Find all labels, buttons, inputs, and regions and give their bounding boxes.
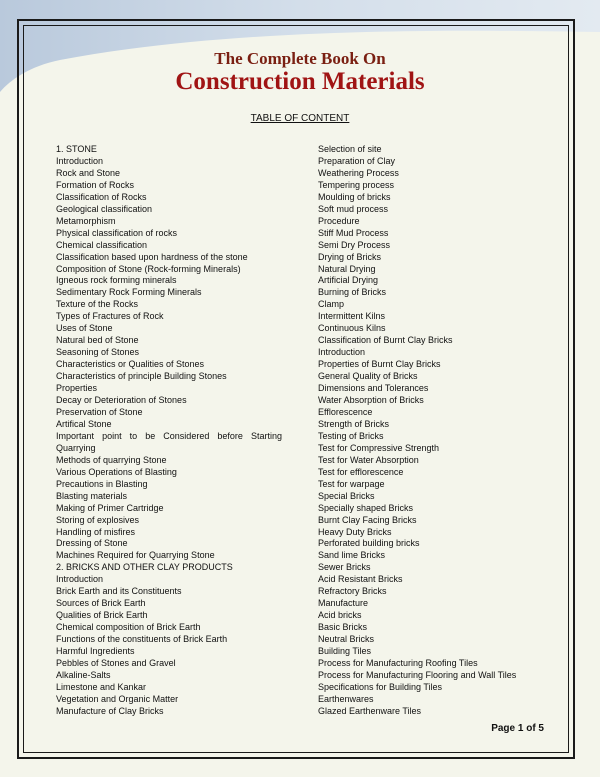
toc-entry: Characteristics or Qualities of Stones (56, 359, 205, 370)
toc-entry: Manufacture (318, 598, 369, 609)
toc-entry: Storing of explosives (56, 514, 140, 525)
toc-entry: Acid bricks (318, 610, 362, 621)
toc-entry: Basic Bricks (318, 622, 368, 633)
toc-entry: Testing of Bricks (318, 430, 384, 441)
toc-entry: Brick Earth and its Constituents (56, 586, 182, 597)
toc-entry: 2. BRICKS AND OTHER CLAY PRODUCTS (56, 562, 233, 573)
toc-entry: Intermittent Kilns (318, 311, 386, 322)
toc-entry: Test for Water Absorption (318, 454, 419, 465)
toc-entry: Quarrying (56, 442, 96, 453)
toc-entry: Precautions in Blasting (56, 478, 148, 489)
toc-entry: Glazed Earthenware Tiles (318, 705, 422, 716)
toc-entry: Artifical Stone (56, 418, 112, 429)
toc-entry: Metamorphism (56, 215, 116, 226)
toc-entry: Acid Resistant Bricks (318, 574, 403, 585)
toc-entry: Manufacture of Clay Bricks (56, 705, 164, 716)
toc-entry: Igneous rock forming minerals (56, 275, 177, 286)
toc-entry: Procedure (318, 215, 360, 226)
toc-entry: Natural bed of Stone (56, 335, 139, 346)
toc-entry: Limestone and Kankar (56, 681, 147, 692)
toc-entry: Weathering Process (318, 167, 399, 178)
toc-entry: Alkaline-Salts (56, 669, 111, 680)
toc-entry: Texture of the Rocks (56, 299, 139, 310)
toc-entry: Blasting materials (56, 490, 128, 501)
toc-entry: Methods of quarrying Stone (56, 454, 167, 465)
toc-entry: Composition of Stone (Rock-forming Minerals) (56, 263, 241, 274)
toc-entry: Qualities of Brick Earth (56, 610, 148, 621)
toc-entry: Seasoning of Stones (56, 347, 140, 358)
toc-entry: Process for Manufacturing Roofing Tiles (318, 657, 478, 668)
toc-entry: Soft mud process (318, 203, 389, 214)
toc-entry: Burnt Clay Facing Bricks (318, 514, 417, 525)
toc-entry: Natural Drying (318, 263, 376, 274)
toc-entry: Uses of Stone (56, 323, 113, 334)
toc-entry: Introduction (56, 155, 104, 166)
toc-entry: Properties (56, 383, 98, 394)
toc-entry: Special Bricks (318, 490, 375, 501)
toc-entry: Rock and Stone (56, 167, 121, 178)
toc-entry: Test for warpage (318, 478, 385, 489)
toc-entry: Moulding of bricks (318, 191, 391, 202)
toc-entry: Preservation of Stone (56, 406, 143, 417)
toc-entry: Decay or Deterioration of Stones (56, 395, 187, 406)
toc-entry: Tempering process (318, 179, 395, 190)
book-title: Construction Materials (175, 68, 425, 95)
toc-entry: Various Operations of Blasting (56, 466, 177, 477)
toc-entry: Handling of misfires (56, 526, 136, 537)
toc-entry: Perforated building bricks (318, 538, 420, 549)
toc-entry: Types of Fractures of Rock (56, 311, 164, 322)
toc-entry: Introduction (56, 574, 104, 585)
toc-entry: Chemical composition of Brick Earth (56, 622, 201, 633)
toc-entry: Specifications for Building Tiles (318, 681, 443, 692)
toc-entry: Continuous Kilns (318, 323, 386, 334)
toc-entry: Dressing of Stone (56, 538, 128, 549)
toc-entry: Heavy Duty Bricks (318, 526, 392, 537)
toc-entry: Formation of Rocks (56, 179, 135, 190)
toc-entry: Test for efflorescence (318, 466, 404, 477)
toc-entry: Drying of Bricks (318, 251, 382, 262)
toc-entry: Chemical classification (56, 239, 148, 250)
toc-entry: Classification based upon hardness of the stone (56, 251, 248, 262)
toc-entry: Important point to be Considered before Starting (56, 430, 282, 441)
toc-entry: 1. STONE (56, 144, 97, 154)
book-title-prefix: The Complete Book On (214, 49, 386, 68)
toc-entry: Machines Required for Quarrying Stone (56, 550, 215, 561)
toc-entry: Making of Primer Cartridge (56, 502, 164, 513)
toc-entry: Building Tiles (318, 646, 372, 657)
toc-entry: Characteristics of principle Building Stones (56, 371, 227, 382)
toc-entry: Functions of the constituents of Brick Earth (56, 634, 228, 645)
toc-entry: Selection of site (318, 144, 382, 154)
toc-entry: Geological classification (56, 203, 153, 214)
toc-entry: Artificial Drying (318, 275, 379, 286)
toc-entry: General Quality of Bricks (318, 371, 418, 382)
toc-entry: Pebbles of Stones and Gravel (56, 657, 176, 668)
toc-entry: Burning of Bricks (318, 287, 387, 298)
toc-entry: Properties of Burnt Clay Bricks (318, 359, 441, 370)
toc-entry: Stiff Mud Process (318, 227, 389, 238)
toc-entry: Water Absorption of Bricks (318, 395, 424, 406)
toc-heading: TABLE OF CONTENT (250, 113, 350, 124)
toc-entry: Harmful Ingredients (56, 646, 135, 657)
toc-entry: Semi Dry Process (318, 239, 391, 250)
toc-entry: Physical classification of rocks (56, 227, 178, 238)
toc-entry: Classification of Burnt Clay Bricks (318, 335, 453, 346)
page-number: Page 1 of 5 (491, 723, 544, 734)
toc-entry: Vegetation and Organic Matter (56, 693, 179, 704)
toc-entry: Sources of Brick Earth (56, 598, 146, 609)
toc-entry: Classification of Rocks (56, 191, 147, 202)
toc-entry: Sewer Bricks (318, 562, 371, 573)
toc-entry: Specially shaped Bricks (318, 502, 414, 513)
toc-entry: Sand lime Bricks (318, 550, 386, 561)
toc-entry: Strength of Bricks (318, 418, 390, 429)
toc-entry: Sedimentary Rock Forming Minerals (56, 287, 202, 298)
toc-right-column (318, 144, 568, 718)
toc-left-column (56, 144, 282, 718)
toc-entry: Refractory Bricks (318, 586, 387, 597)
toc-entry: Preparation of Clay (318, 155, 396, 166)
toc-entry: Test for Compressive Strength (318, 442, 440, 453)
toc-entry: Earthenwares (318, 693, 374, 704)
toc-entry: Introduction (318, 347, 366, 358)
toc-entry: Clamp (318, 299, 345, 310)
toc-entry: Process for Manufacturing Flooring and Wall Tiles (318, 669, 517, 680)
toc-entry: Dimensions and Tolerances (318, 383, 429, 394)
toc-entry: Efflorescence (318, 406, 373, 417)
toc-entry: Neutral Bricks (318, 634, 375, 645)
